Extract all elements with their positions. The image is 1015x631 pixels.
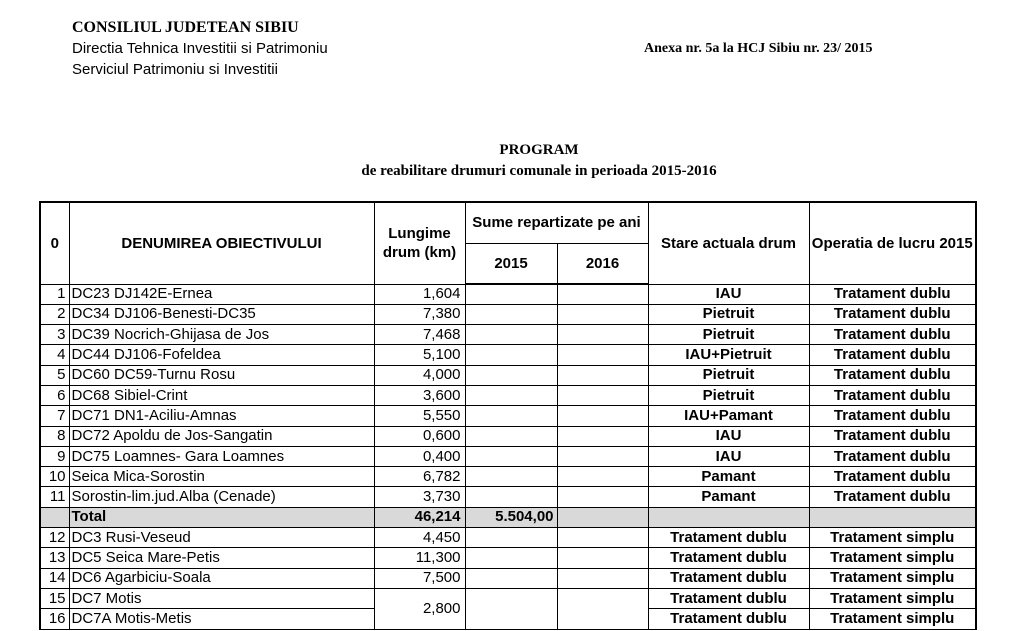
road-name: DC39 Nocrich-Ghijasa de Jos — [69, 325, 374, 345]
amount-2015 — [465, 487, 557, 507]
amount-2015 — [465, 385, 557, 405]
road-state: Pietruit — [648, 325, 809, 345]
road-operation: Tratament dublu — [809, 446, 976, 466]
road-operation: Tratament simplu — [809, 568, 976, 588]
row-number: 10 — [40, 467, 69, 487]
amount-2015 — [465, 426, 557, 446]
road-operation: Tratament dublu — [809, 345, 976, 365]
road-name: DC7A Motis-Metis — [69, 609, 374, 629]
row-number: 14 — [40, 568, 69, 588]
amount-2015 — [465, 304, 557, 324]
table-row — [40, 588, 976, 608]
total-length: 46,214 — [374, 507, 465, 527]
row-number: 5 — [40, 365, 69, 385]
road-operation: Tratament dublu — [809, 426, 976, 446]
amount-2016 — [557, 345, 648, 365]
road-state: Tratament dublu — [648, 568, 809, 588]
road-name: DC7 Motis — [69, 588, 374, 608]
table-row — [40, 568, 976, 588]
road-state: IAU+Pamant — [648, 406, 809, 426]
total-amount-2015: 5.504,00 — [465, 507, 557, 527]
road-name: DC3 Rusi-Veseud — [69, 528, 374, 548]
table-row — [40, 446, 976, 466]
road-name: DC5 Seica Mare-Petis — [69, 548, 374, 568]
amount-2015 — [465, 345, 557, 365]
amount-2015 — [465, 588, 557, 629]
road-state: IAU+Pietruit — [648, 345, 809, 365]
road-length: 2,800 — [374, 588, 465, 629]
table-row — [40, 385, 976, 405]
row-number: 11 — [40, 487, 69, 507]
amount-2015 — [465, 568, 557, 588]
road-program-table — [39, 201, 977, 630]
table-row — [40, 406, 976, 426]
road-name: DC72 Apoldu de Jos-Sangatin — [69, 426, 374, 446]
road-length: 0,400 — [374, 446, 465, 466]
amount-2016 — [557, 284, 648, 304]
amount-2016 — [557, 406, 648, 426]
total-amount-2016 — [557, 507, 648, 527]
row-number: 6 — [40, 385, 69, 405]
road-operation: Tratament dublu — [809, 385, 976, 405]
amount-2015 — [465, 528, 557, 548]
row-number: 16 — [40, 609, 69, 629]
table-row — [40, 345, 976, 365]
table-row — [40, 284, 976, 304]
road-state: Pietruit — [648, 304, 809, 324]
road-name: Seica Mica-Sorostin — [69, 467, 374, 487]
road-name: DC23 DJ142E-Ernea — [69, 284, 374, 304]
amount-2016 — [557, 588, 648, 629]
amount-2015 — [465, 325, 557, 345]
road-state: Pietruit — [648, 385, 809, 405]
road-state: Pamant — [648, 487, 809, 507]
amount-2016 — [557, 487, 648, 507]
table-row — [40, 325, 976, 345]
row-number: 13 — [40, 548, 69, 568]
amount-2016 — [557, 385, 648, 405]
road-length: 1,604 — [374, 284, 465, 304]
table-row — [40, 487, 976, 507]
road-state: IAU — [648, 426, 809, 446]
total-nr — [40, 507, 69, 527]
table-row — [40, 365, 976, 385]
amount-2016 — [557, 304, 648, 324]
road-name: DC75 Loamnes- Gara Loamnes — [69, 446, 374, 466]
table-row — [40, 467, 976, 487]
amount-2015 — [465, 365, 557, 385]
total-operation — [809, 507, 976, 527]
road-name: DC68 Sibiel-Crint — [69, 385, 374, 405]
amount-2016 — [557, 467, 648, 487]
road-operation: Tratament dublu — [809, 365, 976, 385]
road-operation: Tratament simplu — [809, 609, 976, 629]
amount-2016 — [557, 325, 648, 345]
total-state — [648, 507, 809, 527]
road-length: 11,300 — [374, 548, 465, 568]
road-operation: Tratament dublu — [809, 487, 976, 507]
amount-2016 — [557, 568, 648, 588]
road-state: Tratament dublu — [648, 528, 809, 548]
header-length: Lungime drum (km) — [374, 202, 465, 284]
row-number: 1 — [40, 284, 69, 304]
road-operation: Tratament simplu — [809, 548, 976, 568]
road-operation: Tratament dublu — [809, 284, 976, 304]
header-amounts: Sume repartizate pe ani — [465, 202, 648, 243]
row-number: 9 — [40, 446, 69, 466]
road-length: 7,500 — [374, 568, 465, 588]
header-name: DENUMIREA OBIECTIVULUI — [69, 202, 374, 284]
table-row — [40, 548, 976, 568]
amount-2015 — [465, 467, 557, 487]
row-number: 4 — [40, 345, 69, 365]
row-number: 8 — [40, 426, 69, 446]
row-number: 12 — [40, 528, 69, 548]
amount-2016 — [557, 548, 648, 568]
road-length: 4,000 — [374, 365, 465, 385]
organization-name: CONSILIUL JUDETEAN SIBIU — [72, 19, 299, 36]
road-length: 4,450 — [374, 528, 465, 548]
road-length: 5,100 — [374, 345, 465, 365]
amount-2016 — [557, 446, 648, 466]
road-state: IAU — [648, 446, 809, 466]
amount-2015 — [465, 446, 557, 466]
road-length: 3,600 — [374, 385, 465, 405]
table-body — [40, 284, 976, 629]
road-length: 6,782 — [374, 467, 465, 487]
road-state: Pietruit — [648, 365, 809, 385]
row-number: 3 — [40, 325, 69, 345]
road-name: DC44 DJ106-Fofeldea — [69, 345, 374, 365]
road-operation: Tratament dublu — [809, 467, 976, 487]
road-operation: Tratament simplu — [809, 588, 976, 608]
amount-2016 — [557, 426, 648, 446]
table-row — [40, 528, 976, 548]
amount-2016 — [557, 365, 648, 385]
road-name: DC71 DN1-Aciliu-Amnas — [69, 406, 374, 426]
road-name: DC34 DJ106-Benesti-DC35 — [69, 304, 374, 324]
road-name: DC6 Agarbiciu-Soala — [69, 568, 374, 588]
amount-2015 — [465, 406, 557, 426]
table-row — [40, 304, 976, 324]
table-row — [40, 507, 976, 527]
row-number: 2 — [40, 304, 69, 324]
total-label: Total — [69, 507, 374, 527]
amount-2015 — [465, 548, 557, 568]
road-operation: Tratament dublu — [809, 406, 976, 426]
amount-2016 — [557, 528, 648, 548]
document-subtitle: de reabilitare drumuri comunale in perioada 2015-2016 — [361, 163, 717, 179]
table-row — [40, 426, 976, 446]
row-number: 15 — [40, 588, 69, 608]
road-state: Tratament dublu — [648, 609, 809, 629]
road-state: Tratament dublu — [648, 548, 809, 568]
road-length: 7,380 — [374, 304, 465, 324]
header-state: Stare actuala drum — [648, 202, 809, 284]
road-length: 3,730 — [374, 487, 465, 507]
road-operation: Tratament dublu — [809, 325, 976, 345]
road-operation: Tratament dublu — [809, 304, 976, 324]
directorate-name: Directia Tehnica Investitii si Patrimoniu — [72, 40, 328, 57]
road-state: IAU — [648, 284, 809, 304]
service-name: Serviciul Patrimoniu si Investitii — [72, 61, 278, 78]
road-state: Tratament dublu — [648, 588, 809, 608]
road-name: Sorostin-lim.jud.Alba (Cenade) — [69, 487, 374, 507]
road-length: 7,468 — [374, 325, 465, 345]
road-length: 0,600 — [374, 426, 465, 446]
document-title: PROGRAM — [499, 142, 579, 158]
header-year-2016: 2016 — [557, 243, 648, 284]
row-number: 7 — [40, 406, 69, 426]
header-nr: 0 — [40, 202, 69, 284]
road-state: Pamant — [648, 467, 809, 487]
header-operation: Operatia de lucru 2015 — [809, 202, 976, 284]
annex-reference: Anexa nr. 5a la HCJ Sibiu nr. 23/ 2015 — [644, 41, 873, 56]
header-year-2015: 2015 — [465, 243, 557, 284]
road-length: 5,550 — [374, 406, 465, 426]
road-operation: Tratament simplu — [809, 528, 976, 548]
road-name: DC60 DC59-Turnu Rosu — [69, 365, 374, 385]
amount-2015 — [465, 284, 557, 304]
